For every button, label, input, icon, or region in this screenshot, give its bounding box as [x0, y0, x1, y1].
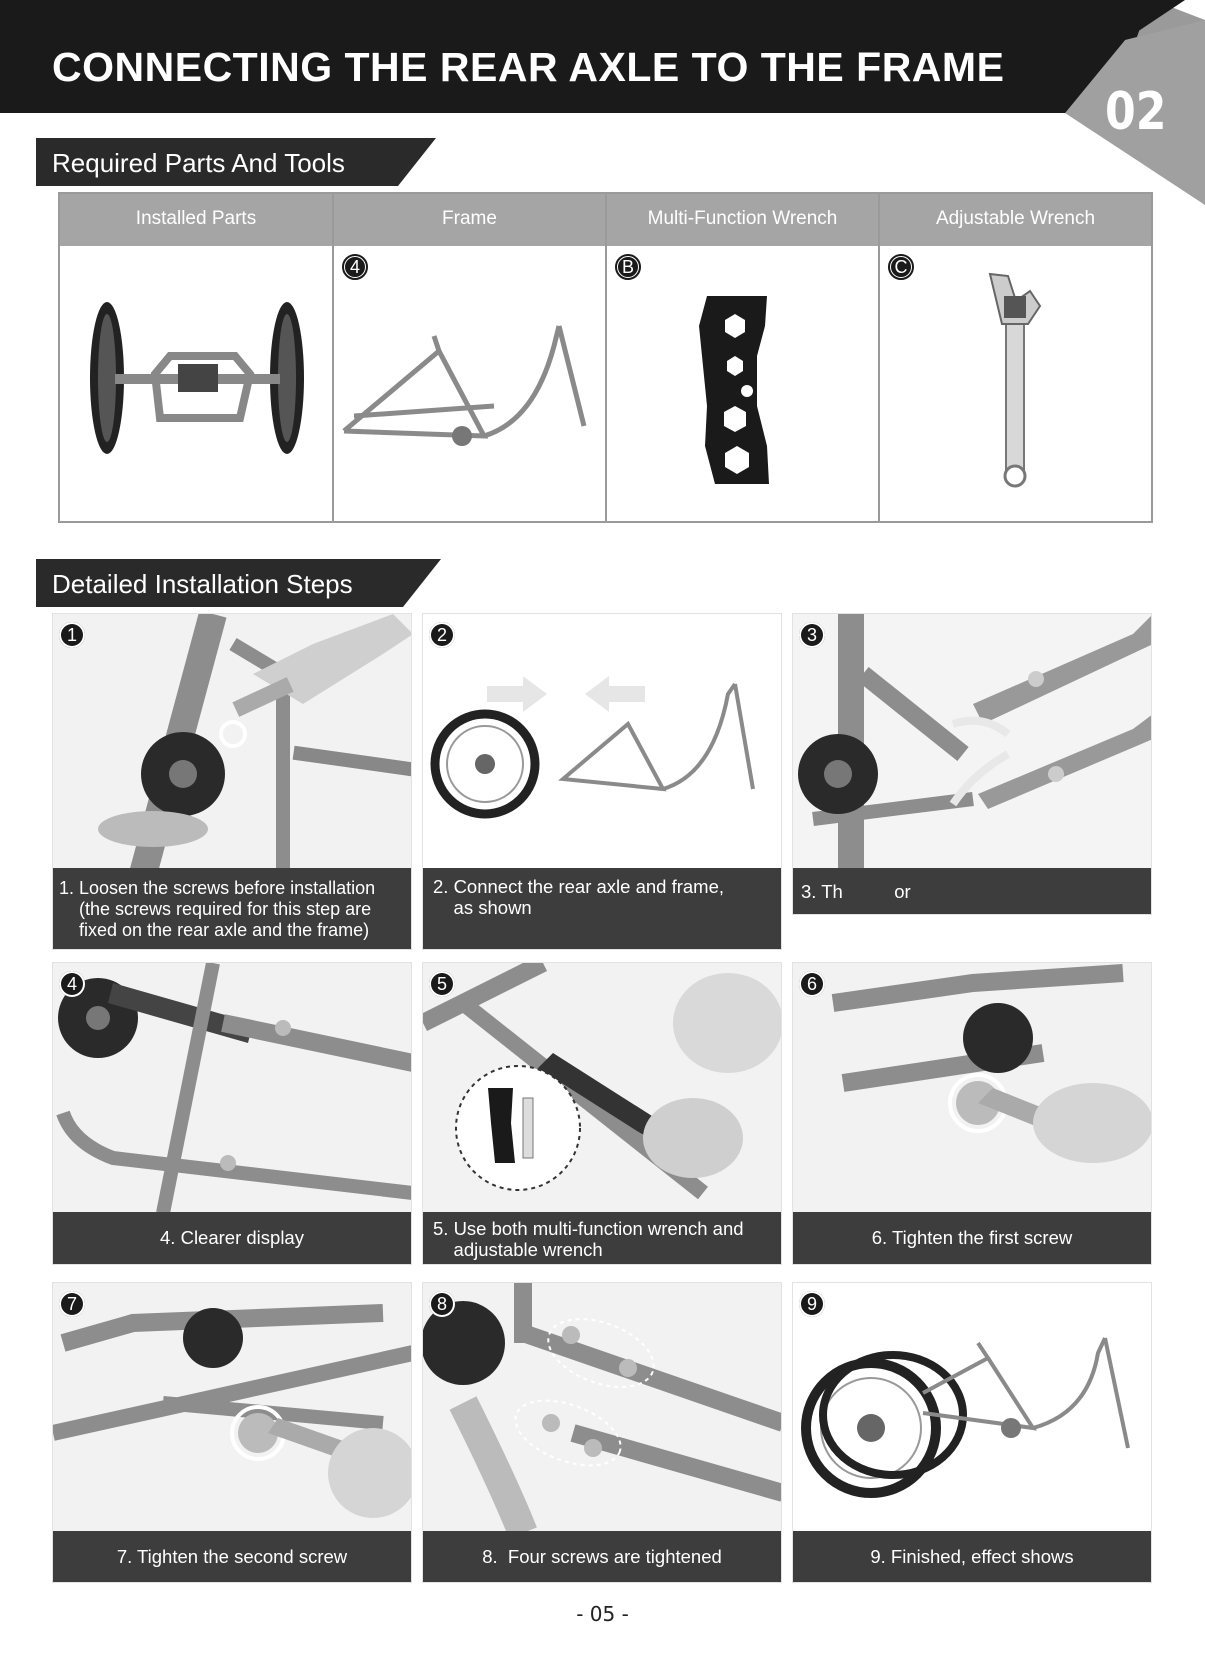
step-1-image — [53, 614, 412, 874]
parts-col-multi-wrench — [607, 194, 880, 521]
step-3 — [792, 613, 1152, 915]
frame-image — [334, 246, 604, 521]
step-4 — [52, 962, 412, 1265]
step-caption: 7. Tighten the second screw — [53, 1531, 411, 1582]
section-tab-parts — [36, 138, 436, 186]
step-9 — [792, 1282, 1152, 1583]
rear-axle-image — [60, 246, 330, 521]
step-8-image — [423, 1283, 782, 1533]
step-caption: 4. Clearer display — [53, 1212, 411, 1264]
step-4-image — [53, 963, 412, 1213]
step-1 — [52, 613, 412, 950]
parts-col-header: Multi-Function Wrench — [647, 208, 838, 229]
step-3-image — [793, 614, 1152, 874]
step-badge: 4 — [59, 971, 85, 997]
step-2 — [422, 613, 782, 950]
section-tab-steps — [36, 559, 441, 607]
step-5 — [422, 962, 782, 1265]
step-badge: 5 — [429, 971, 455, 997]
parts-table — [58, 192, 1153, 523]
section-title-parts: Required Parts And Tools — [52, 148, 345, 178]
step-badge: 6 — [799, 971, 825, 997]
step-caption: 8. Four screws are tightened — [423, 1531, 781, 1582]
step-6 — [792, 962, 1152, 1265]
step-caption: 6. Tighten the first screw — [793, 1212, 1151, 1264]
step-9-image — [793, 1283, 1152, 1533]
step-badge: 7 — [59, 1291, 85, 1317]
page-number: - 05 - — [576, 1602, 629, 1626]
section-title-steps: Detailed Installation Steps — [52, 569, 353, 599]
step-caption: 3. Th or — [793, 868, 1151, 915]
multi-function-wrench-image — [607, 246, 877, 521]
step-7-image — [53, 1283, 412, 1533]
parts-col-frame — [334, 194, 607, 521]
step-caption: 9. Finished, effect shows — [793, 1531, 1151, 1582]
step-caption: 1. Loosen the screws before installation (the screws required for this step are fixed on the rear axle and the frame) — [53, 868, 411, 949]
step-badge: 1 — [59, 622, 85, 648]
parts-col-header: Installed Parts — [135, 208, 257, 229]
step-caption: 5. Use both multi-function wrench and adjustable wrench — [423, 1212, 781, 1264]
step-badge: 8 — [429, 1291, 455, 1317]
parts-col-adjustable-wrench — [880, 194, 1151, 521]
parts-col-header: Frame — [442, 208, 497, 229]
step-badge: 3 — [799, 622, 825, 648]
parts-col-installed — [60, 194, 334, 521]
step-badge: 2 — [429, 622, 455, 648]
step-7 — [52, 1282, 412, 1583]
step-8 — [422, 1282, 782, 1583]
parts-col-header: Adjustable Wrench — [935, 208, 1096, 229]
part-badge: C — [888, 254, 914, 280]
step-5-image — [423, 963, 782, 1213]
part-badge: B — [615, 254, 641, 280]
step-6-image — [793, 963, 1152, 1213]
section-number: 02 — [1105, 82, 1167, 142]
step-2-image — [423, 614, 782, 874]
step-badge: 9 — [799, 1291, 825, 1317]
step-caption: 2. Connect the rear axle and frame, as shown — [423, 868, 781, 949]
page-title: CONNECTING THE REAR AXLE TO THE FRAME — [52, 44, 1005, 90]
adjustable-wrench-image — [880, 246, 1150, 521]
part-badge: 4 — [342, 254, 368, 280]
